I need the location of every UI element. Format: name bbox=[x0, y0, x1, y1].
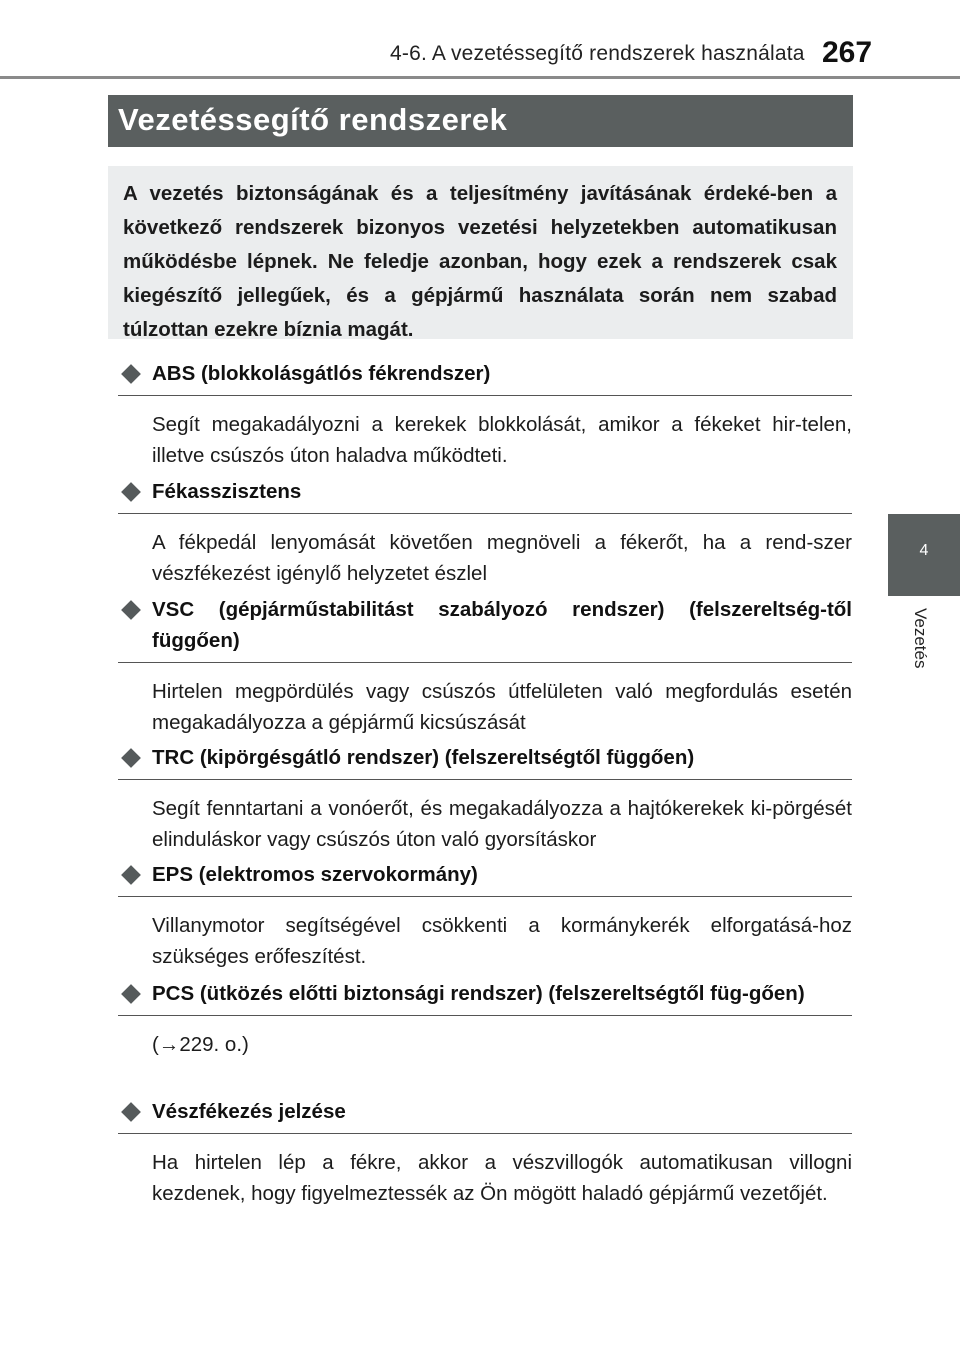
section-emergency-brake-signal bbox=[118, 1096, 852, 1209]
section-eps bbox=[118, 859, 852, 972]
section-body: Hirtelen megpördülés vagy csúszós útfelületen való megfordulás esetén megakadályozza a gépjármű kicsúszását bbox=[152, 680, 852, 734]
section-heading bbox=[118, 859, 852, 897]
chapter-tab-label: Vezetés bbox=[911, 608, 930, 669]
diamond-bullet-icon bbox=[121, 1102, 141, 1122]
section-body: Segít fenntartani a vonóerőt, és megakadályozza a hajtókerekek ki-pörgését elinduláskor vagy csúszós úton való gyorsításkor bbox=[152, 797, 852, 851]
section-vsc bbox=[118, 594, 852, 738]
section-heading bbox=[118, 1096, 852, 1134]
section-heading-text: Vészfékezés jelzése bbox=[152, 1100, 346, 1123]
section-trc bbox=[118, 742, 852, 855]
diamond-bullet-icon bbox=[121, 364, 141, 384]
section-body: Segít megakadályozni a kerekek blokkolását, amikor a fékeket hir-telen, illetve csúszós úton haladva működteti. bbox=[152, 413, 852, 467]
header-divider bbox=[0, 76, 960, 79]
page-number: 267 bbox=[822, 36, 873, 69]
section-brake-assist bbox=[118, 476, 852, 589]
section-abs bbox=[118, 358, 852, 471]
section-heading bbox=[118, 742, 852, 780]
section-body: Villanymotor segítségével csökkenti a kormánykerék elforgatásá-hoz szükséges erőfeszítést. bbox=[152, 914, 852, 968]
intro-box: A vezetés biztonságának és a teljesítmény javításának érdeké-ben a következő rendszerek bizonyos vezetési helyzetekben automatikusan működésbe lépnek. Ne feledje azonban, hogy ezek a rendszerek csak kiegészítő jellegűek, és a gépjármű használata során nem szabad túlzottan ezekre bíznia magát. bbox=[108, 166, 853, 339]
section-heading-text: PCS (ütközés előtti biztonsági rendszer) (felszereltségtől füg-gően) bbox=[152, 982, 805, 1005]
chapter-tab: 4 bbox=[888, 514, 960, 596]
section-heading-text: Fékasszisztens bbox=[152, 480, 302, 503]
section-body: (→229. o.) bbox=[152, 1033, 249, 1056]
section-body: Ha hirtelen lép a fékre, akkor a vészvillogók automatikusan villogni kezdenek, hogy figyelmeztessék az Ön mögött haladó gépjármű vezetőjét. bbox=[152, 1151, 852, 1205]
section-heading-text: ABS (blokkolásgátlós fékrendszer) bbox=[152, 362, 491, 385]
chapter-header-title: 4-6. A vezetéssegítő rendszerek használata bbox=[390, 42, 805, 65]
section-heading bbox=[118, 594, 852, 663]
diamond-bullet-icon bbox=[121, 984, 141, 1004]
page-title: Vezetéssegítő rendszerek bbox=[108, 95, 853, 147]
section-heading bbox=[118, 358, 852, 396]
diamond-bullet-icon bbox=[121, 482, 141, 502]
diamond-bullet-icon bbox=[121, 748, 141, 768]
section-heading bbox=[118, 476, 852, 514]
section-heading-text: VSC (gépjárműstabilitást szabályozó rendszer) (felszereltség-től függően) bbox=[152, 598, 852, 652]
section-heading-text: TRC (kipörgésgátló rendszer) (felszereltségtől függően) bbox=[152, 746, 695, 769]
section-heading-text: EPS (elektromos szervokormány) bbox=[152, 863, 478, 886]
section-body: A fékpedál lenyomását követően megnöveli a fékerőt, ha a rend-szer vészfékezést igénylő helyzetet észlel bbox=[152, 531, 852, 585]
diamond-bullet-icon bbox=[121, 600, 141, 620]
section-heading bbox=[118, 978, 852, 1016]
section-pcs bbox=[118, 978, 852, 1060]
diamond-bullet-icon bbox=[121, 865, 141, 885]
